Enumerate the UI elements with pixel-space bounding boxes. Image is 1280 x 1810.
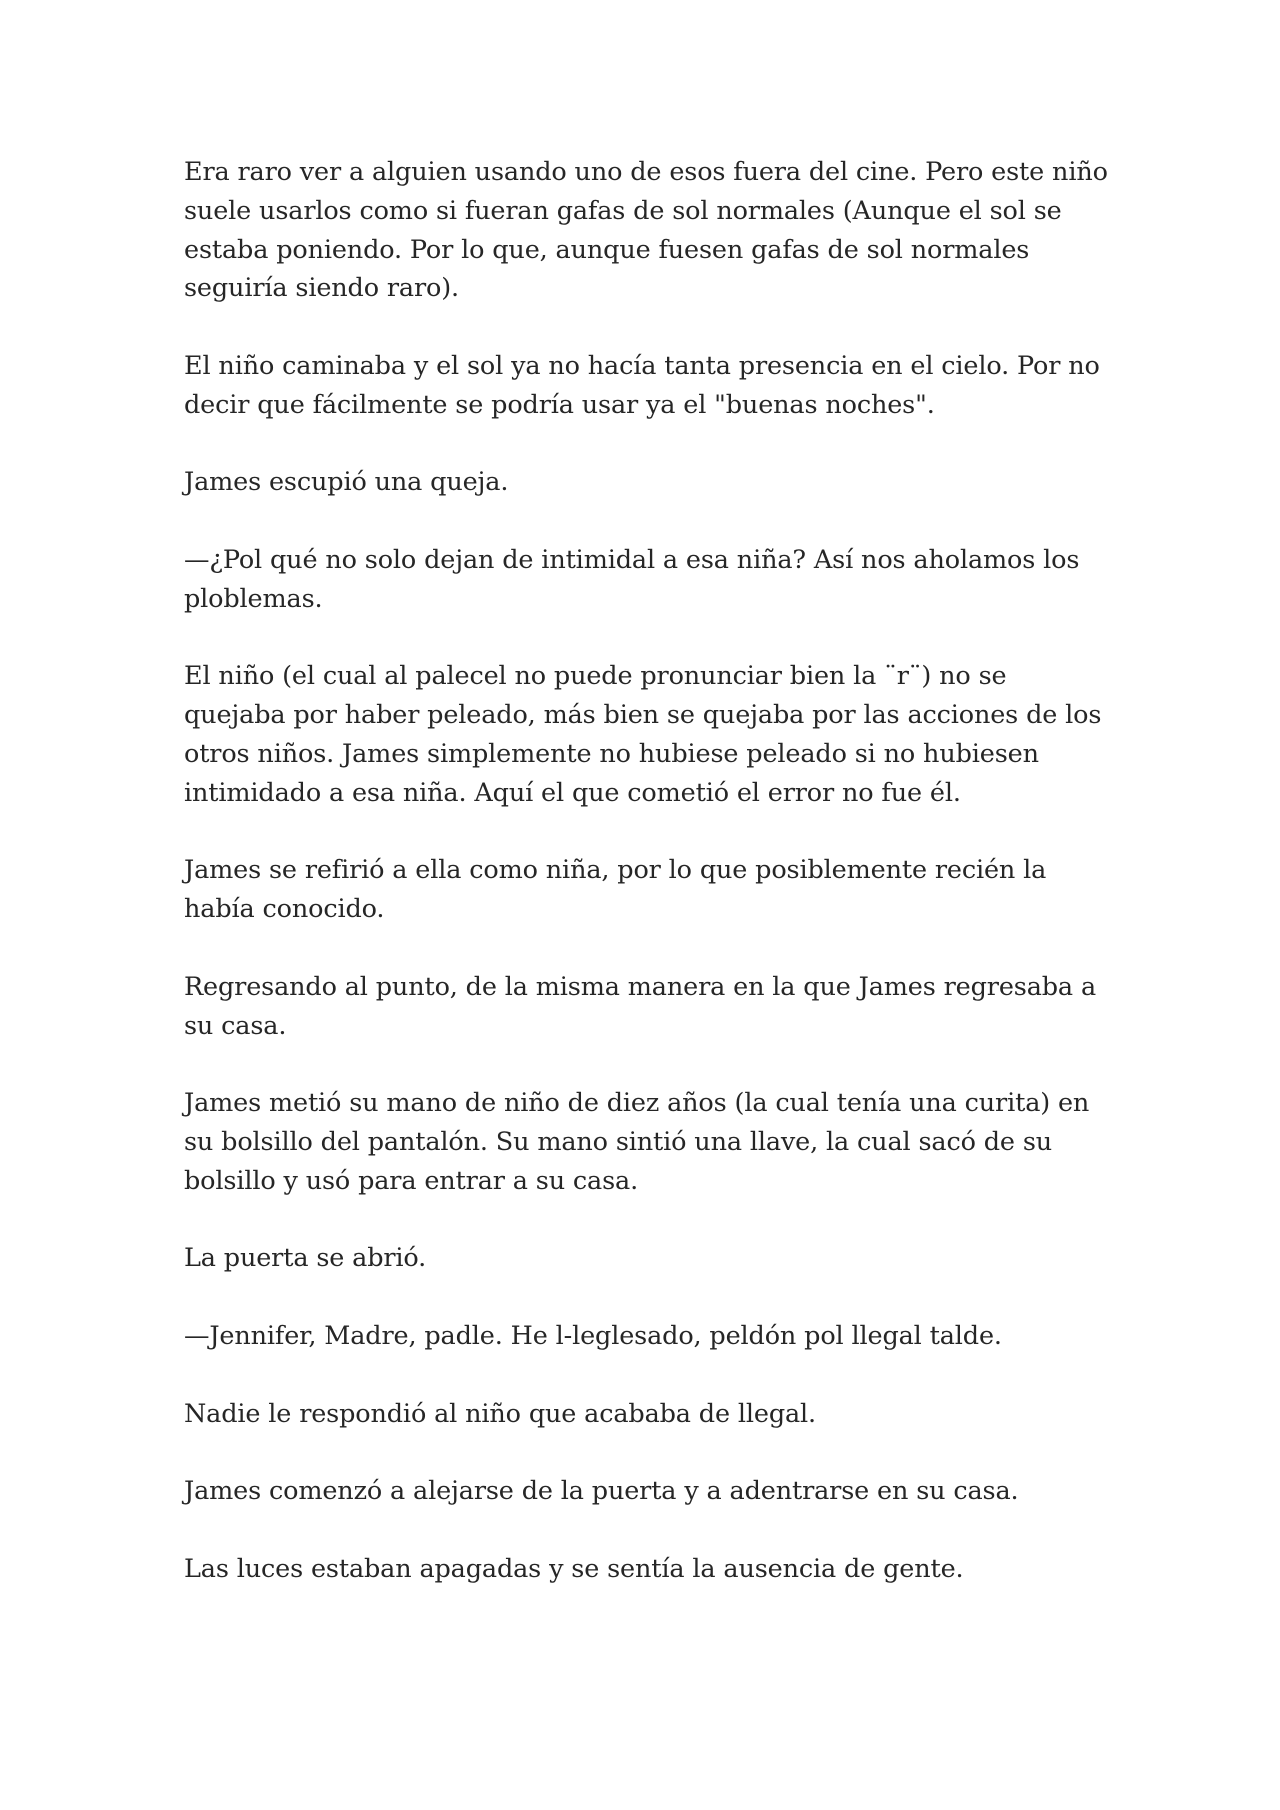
- paragraph-10-dialogue: —Jennifer, Madre, padle. He l-leglesado, peldón pol llegal talde.: [184, 1320, 1002, 1351]
- paragraph-13: Las luces estaban apagadas y se sentía la ausencia de gente.: [184, 1553, 964, 1584]
- paragraph-2: El niño caminaba y el sol ya no hacía tanta presencia en el cielo. Por no decir que fácilmente se podría usar ya el "buenas noches".: [184, 350, 1100, 420]
- paragraph-9: La puerta se abrió.: [184, 1243, 427, 1274]
- paragraph-8: James metió su mano de niño de diez años (la cual tenía una curita) en su bolsillo del pantalón. Su mano sintió una llave, la cual sacó de su bolsillo y usó para entrar a su casa.: [184, 1088, 1090, 1196]
- paragraph-11: Nadie le respondió al niño que acababa de llegal.: [184, 1398, 817, 1429]
- paragraph-3: James escupió una queja.: [184, 467, 509, 498]
- body-text: [184, 153, 1114, 1588]
- paragraph-6: James se refirió a ella como niña, por lo que posiblemente recién la había conocido.: [184, 855, 1047, 925]
- paragraph-5: El niño (el cual al palecel no puede pronunciar bien la ¨r¨) no se quejaba por haber peleado, más bien se quejaba por las acciones de los otros niños. James simplemente no hubiese peleado si no hubiesen intimidado a esa niña. Aquí el que cometió el error no fue él.: [184, 661, 1102, 808]
- paragraph-7: Regresando al punto, de la misma manera en la que James regresaba a su casa.: [184, 971, 1096, 1041]
- paragraph-4-dialogue: —¿Pol qué no solo dejan de intimidal a esa niña? Así nos aholamos los ploblemas.: [184, 544, 1080, 614]
- paragraph-12: James comenzó a alejarse de la puerta y a adentrarse en su casa.: [184, 1476, 1019, 1507]
- paragraph-1: Era raro ver a alguien usando uno de esos fuera del cine. Pero este niño suele usarlos como si fueran gafas de sol normales (Aunque el sol se estaba poniendo. Por lo que, aunque fuesen gafas de sol normales seguiría siendo raro).: [184, 157, 1108, 304]
